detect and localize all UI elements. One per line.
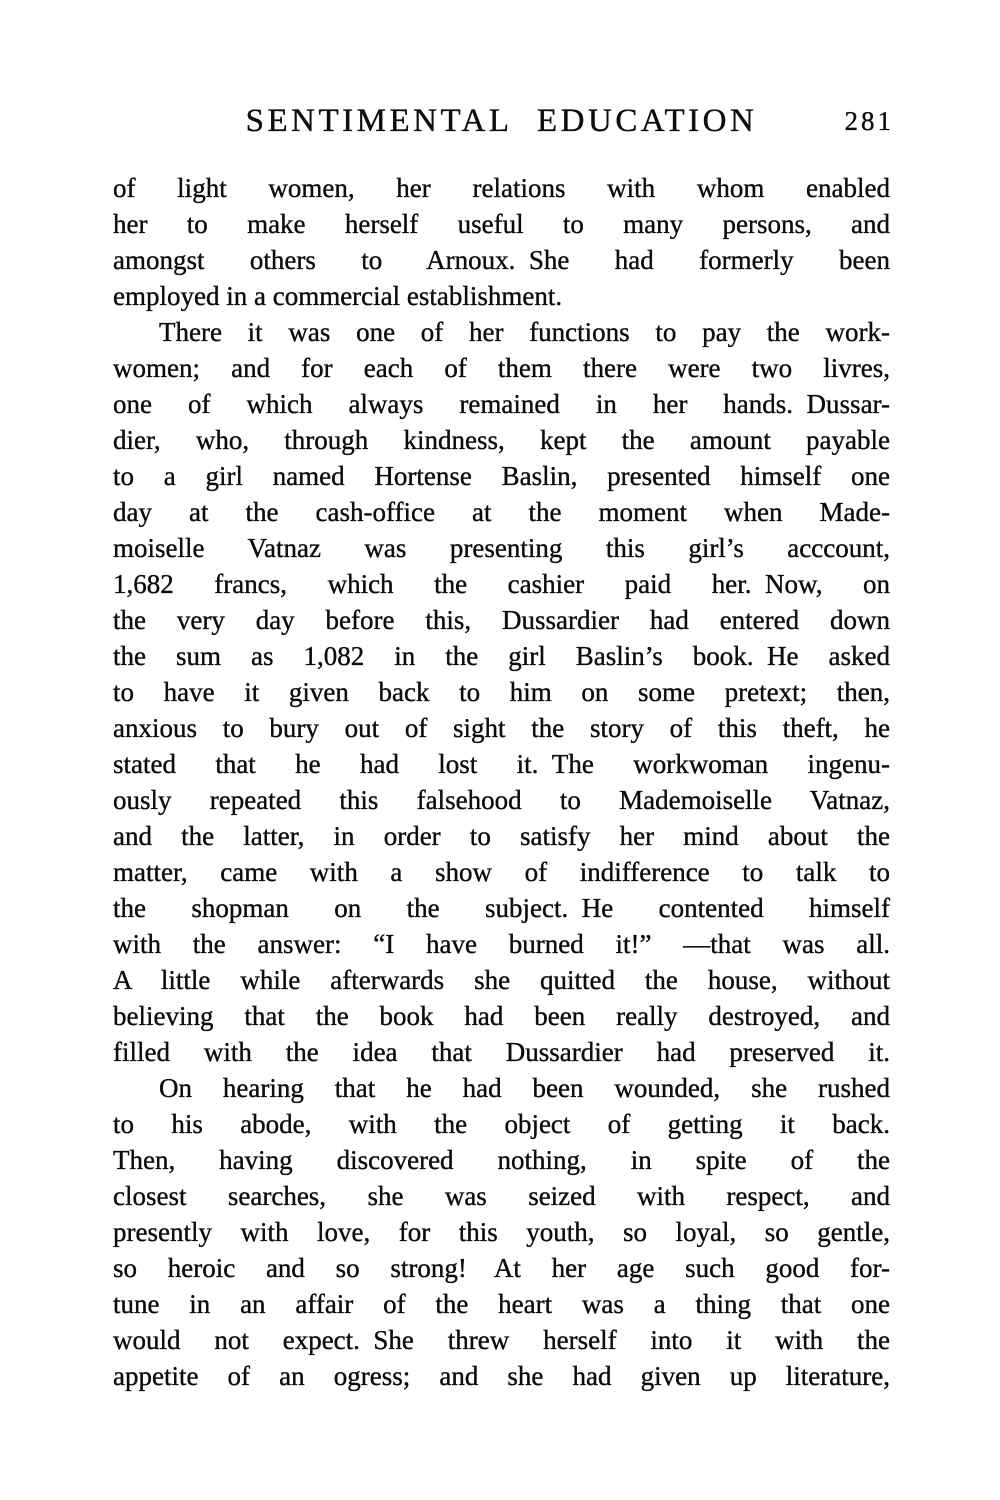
- text-line: would not expect. She threw herself into it with the: [113, 1325, 890, 1355]
- text-line: appetite of an ogress; and she had given up literature,: [113, 1361, 890, 1391]
- text-line: anxious to bury out of sight the story of this theft, he: [113, 713, 890, 743]
- text-line: 1,682 francs, which the cashier paid her. Now, on: [113, 569, 890, 599]
- text-line: the sum as 1,082 in the girl Baslin’s book. He asked: [113, 641, 890, 671]
- text-line: day at the cash-office at the moment when Made-: [113, 497, 890, 527]
- text-line: tune in an affair of the heart was a thing that one: [113, 1289, 890, 1319]
- text-line: ously repeated this falsehood to Mademoiselle Vatnaz,: [113, 785, 890, 815]
- text-line: the very day before this, Dussardier had entered down: [113, 605, 890, 635]
- text-line: and the latter, in order to satisfy her mind about the: [113, 821, 890, 851]
- text-line: to his abode, with the object of getting it back.: [113, 1109, 890, 1139]
- text-line: to have it given back to him on some pretext; then,: [113, 677, 890, 707]
- text-line: On hearing that he had been wounded, she rushed: [159, 1073, 890, 1103]
- text-line: to a girl named Hortense Baslin, presented himself one: [113, 461, 890, 491]
- text-line: believing that the book had been really destroyed, and: [113, 1001, 890, 1031]
- page-number: 281: [844, 106, 894, 136]
- text-line: her to make herself useful to many persons, and: [113, 209, 890, 239]
- text-line: moiselle Vatnaz was presenting this girl’s acccount,: [113, 533, 890, 563]
- text-line: so heroic and so strong! At her age such good for-: [113, 1253, 890, 1283]
- text-line: filled with the idea that Dussardier had preserved it.: [113, 1037, 890, 1067]
- text-line: amongst others to Arnoux. She had formerly been: [113, 245, 890, 275]
- text-line: There it was one of her functions to pay the work-: [159, 317, 890, 347]
- text-line: presently with love, for this youth, so loyal, so gentle,: [113, 1217, 890, 1247]
- text-line: women; and for each of them there were two livres,: [113, 353, 890, 383]
- text-line: with the answer: “I have burned it!” —that was all.: [113, 929, 890, 959]
- text-line: stated that he had lost it. The workwoman ingenu-: [113, 749, 890, 779]
- text-line: employed in a commercial establishment.: [113, 281, 563, 311]
- text-line: closest searches, she was seized with respect, and: [113, 1181, 890, 1211]
- running-header: [113, 101, 894, 141]
- text-line: of light women, her relations with whom enabled: [113, 173, 890, 203]
- text-line: A little while afterwards she quitted the house, without: [113, 965, 890, 995]
- text-line: one of which always remained in her hands. Dussar-: [113, 389, 890, 419]
- text-line: the shopman on the subject. He contented himself: [113, 893, 890, 923]
- text-line: dier, who, through kindness, kept the amount payable: [113, 425, 890, 455]
- text-line: matter, came with a show of indifference to talk to: [113, 857, 890, 887]
- body-text: [113, 170, 890, 1394]
- text-line: Then, having discovered nothing, in spite of the: [113, 1145, 890, 1175]
- running-title: SENTIMENTAL EDUCATION: [245, 103, 758, 139]
